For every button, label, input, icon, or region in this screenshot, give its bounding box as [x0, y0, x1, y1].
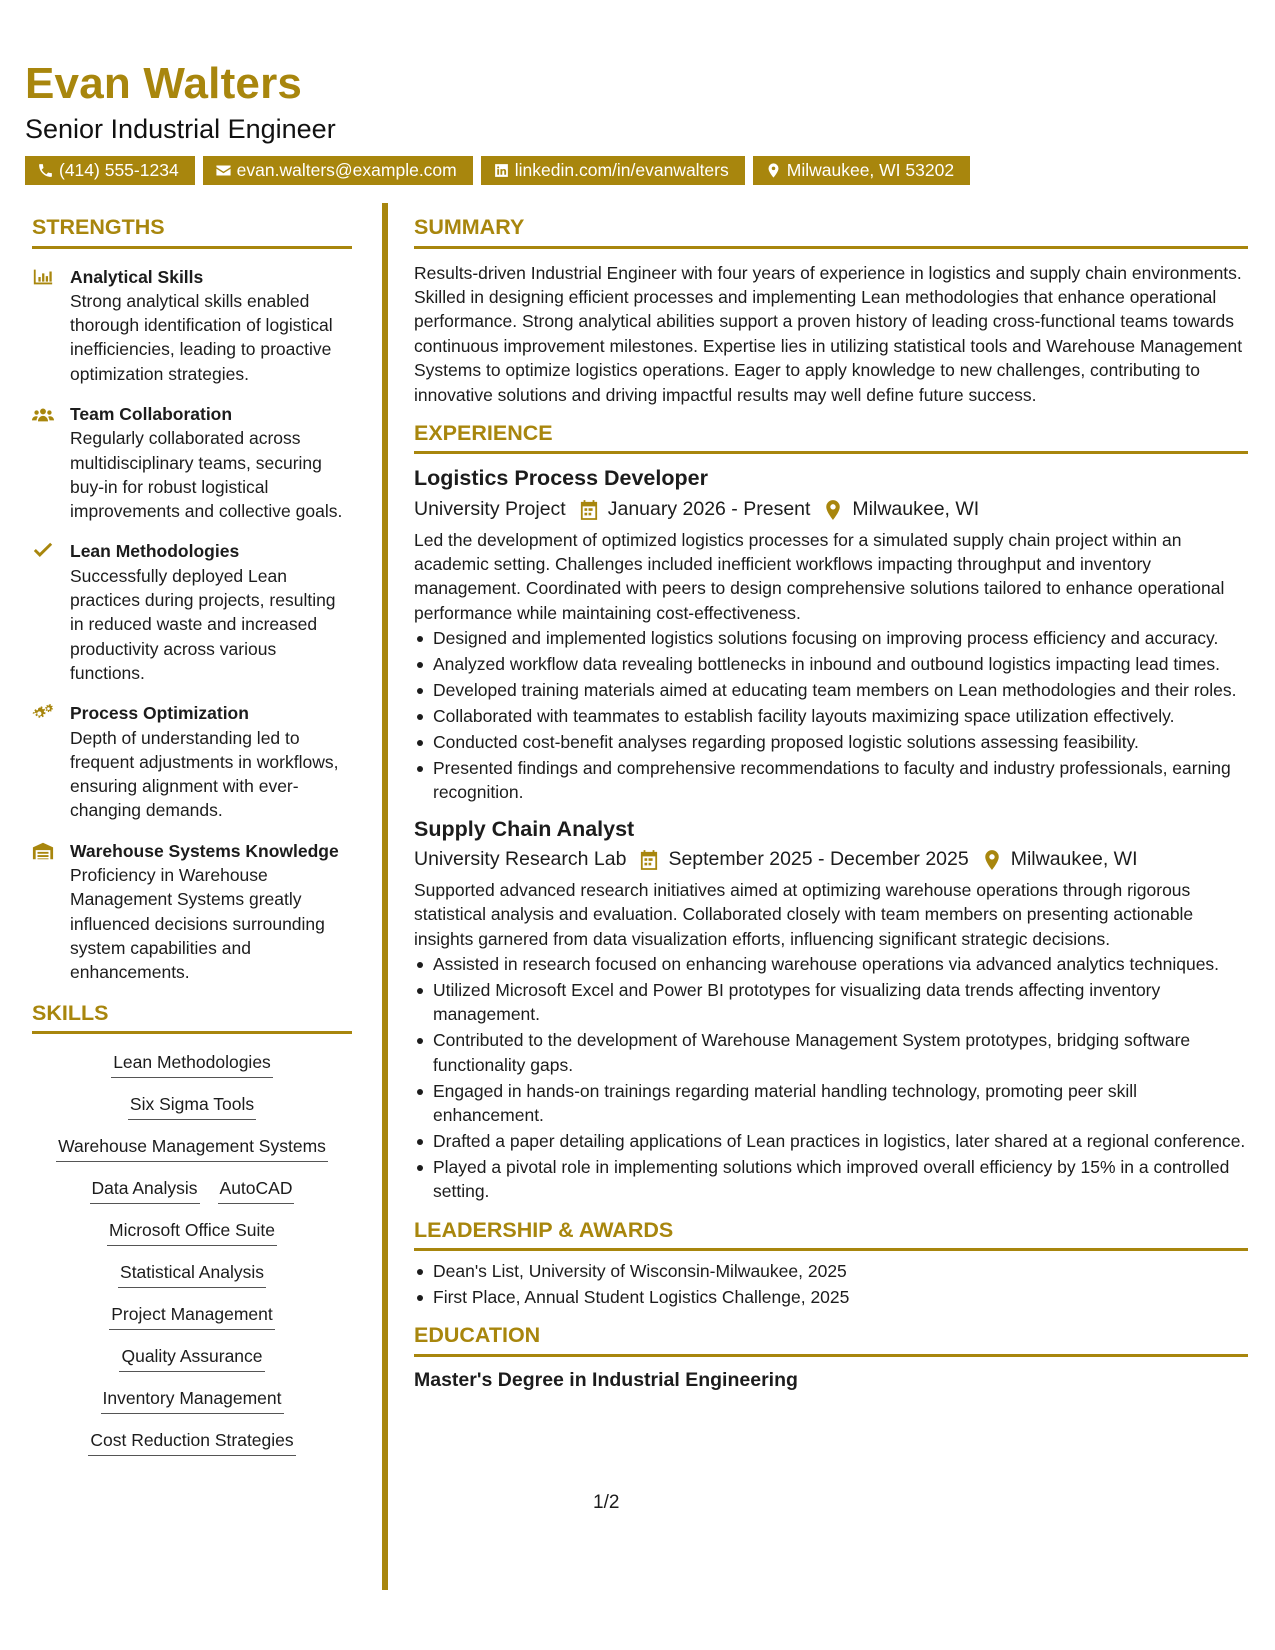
- strength-item: [32, 402, 352, 523]
- map-pin-icon: [765, 162, 782, 179]
- bar-chart-icon: [32, 267, 54, 287]
- skills-list: [32, 1050, 352, 1456]
- job-bullets: [414, 952, 1248, 1204]
- strength-name: Analytical Skills: [70, 266, 204, 287]
- strength-name: Warehouse Systems Knowledge: [70, 840, 339, 861]
- job-location: Milwaukee, WI: [852, 498, 980, 521]
- job-bullet: Collaborated with teammates to establish facility layouts maximizing space utilization effectively.: [414, 704, 1248, 728]
- contact-phone[interactable]: [25, 156, 195, 185]
- skill-tag: Project Management: [109, 1302, 274, 1330]
- job-description: Led the development of optimized logistics processes for a simulated supply chain project within an academic setting. Challenges included inefficient workflows impacting throughput and inventory management. Coordinated with peers to design comprehensive solutions tailored to enhance operational performance while maintaining cost-effectiveness.: [414, 529, 1225, 623]
- skill-tag: Cost Reduction Strategies: [88, 1428, 295, 1456]
- summary-heading: SUMMARY: [414, 217, 1248, 249]
- education-degree: Master's Degree in Industrial Engineering: [414, 1368, 798, 1391]
- calendar-icon: [640, 850, 658, 870]
- strength-description: Strong analytical skills enabled thorough identification of logistical inefficiencies, leading to proactive optimization strategies.: [70, 290, 333, 384]
- award-item: Dean's List, University of Wisconsin-Milwaukee, 2025: [414, 1259, 1248, 1283]
- contact-location-text: Milwaukee, WI 53202: [786, 159, 955, 180]
- job-bullet: Conducted cost-benefit analyses regarding proposed logistic solutions assessing feasibility.: [414, 730, 1248, 754]
- job-dates: September 2025 - December 2025: [668, 848, 969, 871]
- job-organization: University Research Lab: [414, 848, 627, 871]
- skill-tag: Warehouse Management Systems: [56, 1134, 328, 1162]
- map-pin-icon: [983, 850, 1001, 870]
- strength-name: Process Optimization: [70, 703, 249, 724]
- job-bullet: Analyzed workflow data revealing bottlenecks in inbound and outbound logistics impacting lead times.: [414, 652, 1248, 676]
- resume-header: [25, 59, 1250, 185]
- strength-item: [32, 839, 352, 985]
- job-organization: University Project: [414, 498, 566, 521]
- job-bullet: Engaged in hands-on trainings regarding material handling technology, promoting peer skill enhancement.: [414, 1079, 1248, 1128]
- contact-phone-text: (414) 555-1234: [59, 159, 179, 180]
- calendar-icon: [580, 500, 598, 520]
- skill-tag: Six Sigma Tools: [128, 1092, 256, 1120]
- job-location: Milwaukee, WI: [1010, 848, 1138, 871]
- skill-tag: Data Analysis: [90, 1176, 200, 1204]
- contact-email-text: evan.walters@example.com: [236, 159, 457, 180]
- summary-text: Results-driven Industrial Engineer with four years of experience in logistics and supply chain environments. Skilled in designing efficient processes and implementing Lean methodologies that enhance operational performance. Strong analytical abilities support a proven history of leading cross-functional teams towards continuous improvement milestones. Expertise lies in utilizing statistical tools and Warehouse Management Systems to optimize logistics operations. Eager to apply knowledge to new challenges, contributing to innovative solutions and driving impactful results may well define future success.: [414, 262, 1243, 405]
- skill-tag: Inventory Management: [101, 1386, 284, 1414]
- contact-linkedin-text: linkedin.com/in/evanwalters: [514, 159, 729, 180]
- job-bullet: Drafted a paper detailing applications of Lean practices in logistics, later shared at a regional conference.: [414, 1129, 1248, 1153]
- job-bullet: Played a pivotal role in implementing solutions which improved overall efficiency by 15% in a controlled setting.: [414, 1155, 1248, 1204]
- experience-heading: EXPERIENCE: [414, 423, 1248, 455]
- strength-description: Depth of understanding led to frequent adjustments in workflows, ensuring alignment with ever-changing demands.: [70, 727, 339, 821]
- column-divider: [382, 203, 388, 1590]
- skills-heading: SKILLS: [32, 1003, 352, 1035]
- page-number: 1/2: [593, 1492, 620, 1513]
- contact-email[interactable]: [203, 156, 473, 185]
- skill-tag: Statistical Analysis: [118, 1260, 266, 1288]
- job-meta: [414, 848, 1248, 871]
- skill-tag: Quality Assurance: [119, 1344, 264, 1372]
- job-meta: [414, 498, 1248, 521]
- job-entry: [414, 466, 1248, 804]
- skill-tag: Microsoft Office Suite: [107, 1218, 277, 1246]
- gears-icon: [32, 703, 54, 723]
- job-entry: [414, 817, 1248, 1204]
- strength-description: Proficiency in Warehouse Management Systems greatly influenced decisions surrounding system capabilities and enhancements.: [70, 865, 325, 983]
- award-item: First Place, Annual Student Logistics Challenge, 2025: [414, 1285, 1248, 1309]
- job-bullet: Contributed to the development of Warehouse Management System prototypes, bridging software functionality gaps.: [414, 1028, 1248, 1077]
- job-dates: January 2026 - Present: [607, 498, 811, 521]
- strength-item: [32, 539, 352, 685]
- job-bullet: Designed and implemented logistics solutions focusing on improving process efficiency and accuracy.: [414, 626, 1248, 650]
- strength-name: Lean Methodologies: [70, 541, 240, 562]
- skill-tag: Lean Methodologies: [111, 1050, 273, 1078]
- job-bullets: [414, 626, 1248, 804]
- job-bullet: Presented findings and comprehensive recommendations to faculty and industry professionals, earning recognition.: [414, 756, 1248, 805]
- right-column: [414, 217, 1248, 1392]
- users-icon: [32, 404, 54, 424]
- awards-list: [414, 1259, 1248, 1309]
- map-pin-icon: [824, 500, 842, 520]
- skill-tag: AutoCAD: [218, 1176, 295, 1204]
- contact-linkedin[interactable]: [481, 156, 745, 185]
- awards-heading: LEADERSHIP & AWARDS: [414, 1220, 1248, 1252]
- job-bullet: Developed training materials aimed at educating team members on Lean methodologies and their roles.: [414, 678, 1248, 702]
- candidate-title: Senior Industrial Engineer: [25, 114, 336, 144]
- job-title: Supply Chain Analyst: [414, 816, 635, 841]
- strength-description: Successfully deployed Lean practices during projects, resulting in reduced waste and increased productivity across various functions.: [70, 565, 336, 683]
- contact-location: [753, 156, 970, 185]
- job-bullet: Utilized Microsoft Excel and Power BI prototypes for visualizing data trends affecting inventory management.: [414, 978, 1248, 1027]
- contact-bar: [25, 156, 1250, 185]
- job-title: Logistics Process Developer: [414, 466, 708, 491]
- strengths-list: [32, 265, 352, 985]
- strengths-heading: STRENGTHS: [32, 217, 352, 249]
- linkedin-icon: [493, 162, 510, 179]
- strength-description: Regularly collaborated across multidisciplinary teams, securing buy-in for robust logistical improvements and collective goals.: [70, 428, 343, 522]
- job-description: Supported advanced research initiatives aimed at optimizing warehouse operations through rigorous statistical analysis and evaluation. Collaborated closely with team members on presenting actionable insights garnered from data visualization efforts, influencing significant strategic decisions.: [414, 879, 1194, 949]
- phone-icon: [37, 162, 54, 179]
- candidate-name: Evan Walters: [25, 59, 303, 108]
- job-bullet: Assisted in research focused on enhancing warehouse operations via advanced analytics techniques.: [414, 952, 1248, 976]
- strength-name: Team Collaboration: [70, 403, 233, 424]
- strength-item: [32, 265, 352, 386]
- envelope-icon: [215, 162, 232, 179]
- education-heading: EDUCATION: [414, 1325, 1248, 1357]
- left-column: [32, 217, 352, 1456]
- warehouse-icon: [32, 841, 54, 861]
- checkmark-icon: [32, 541, 54, 561]
- strength-item: [32, 701, 352, 822]
